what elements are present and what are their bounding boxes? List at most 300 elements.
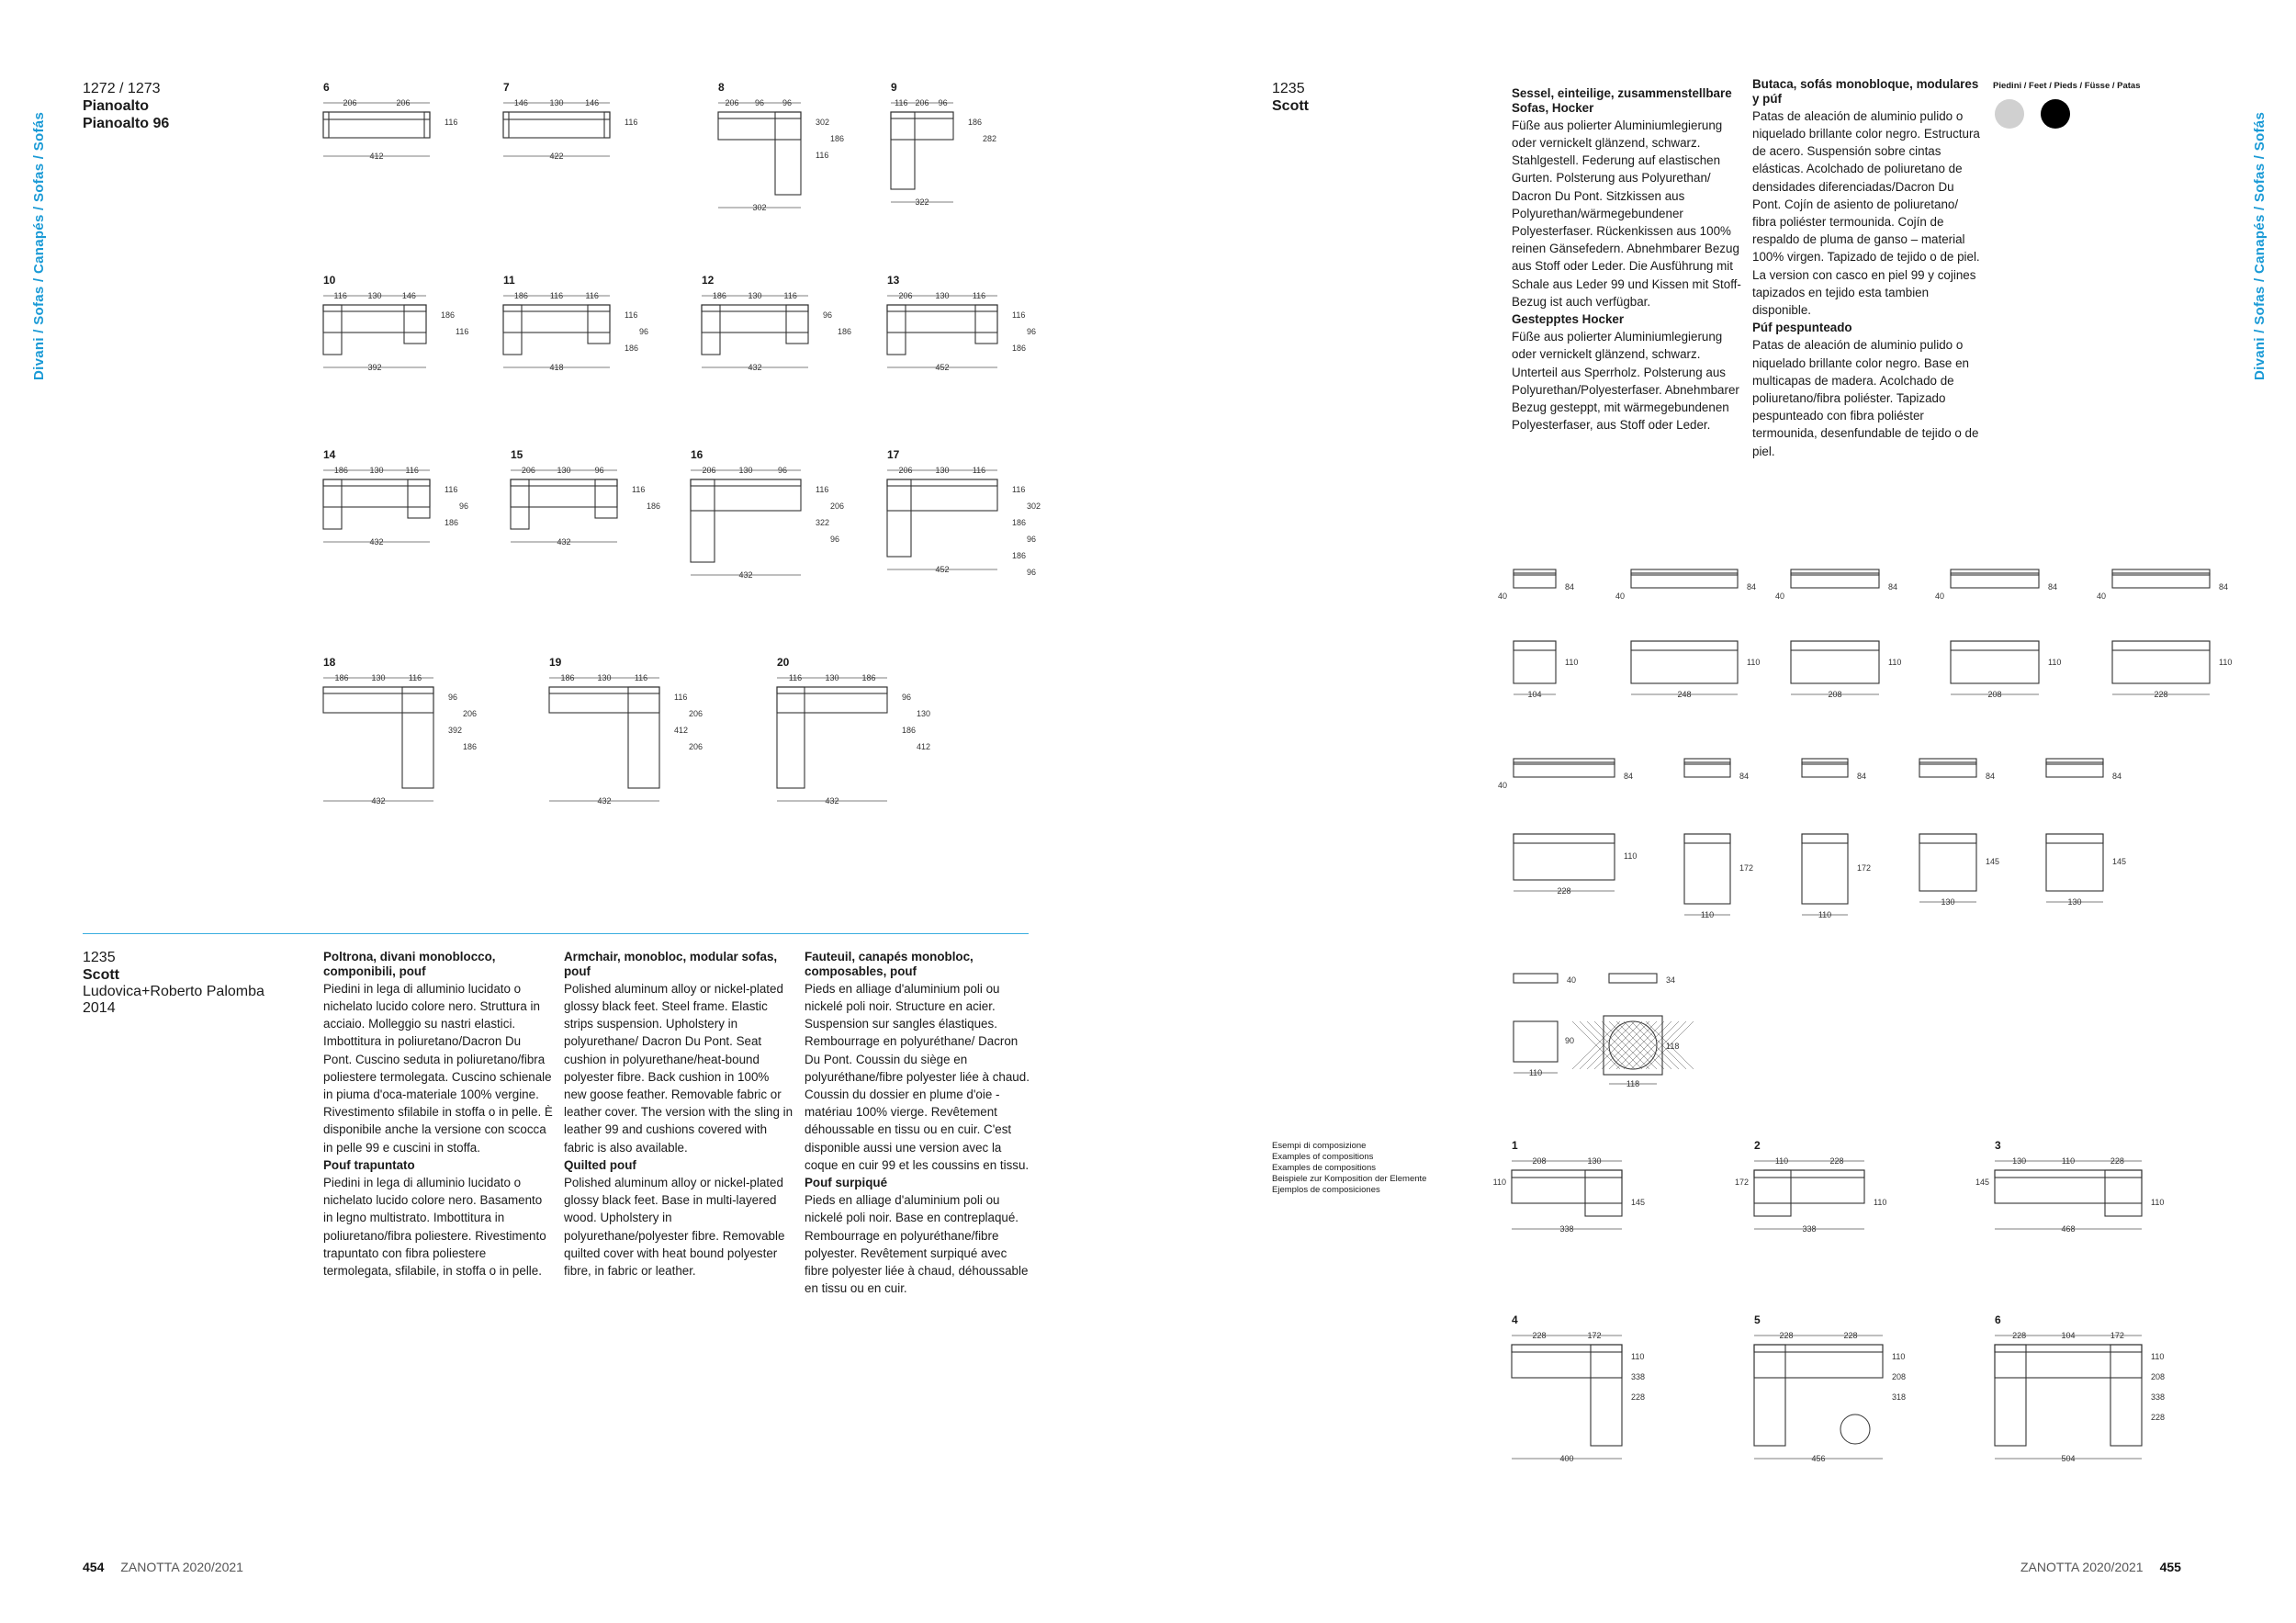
module-outline — [323, 479, 342, 529]
body2-french: Pieds en alliage d'aluminium poli ou nickelé poli noir. Base en contreplaqué. Rembourrage en polyuréthane/fibre polyester. Revêtement surpiqué avec fibre polyester liée à chaud, déhoussable en tissu ou en cuir. — [805, 1193, 1029, 1296]
module-outline — [503, 305, 610, 332]
dimension-label: 110 — [1818, 910, 1832, 919]
feet-swatch-polished — [1995, 99, 2024, 129]
sofa-plan-14 — [305, 463, 485, 568]
dimension-label: 96 — [823, 310, 833, 320]
module-outline — [1802, 834, 1848, 843]
module-outline — [691, 479, 801, 486]
module-outline — [718, 112, 801, 118]
dimension-label: 96 — [1027, 568, 1037, 577]
module-outline — [1512, 1345, 1622, 1352]
dimension-label: 186 — [647, 502, 661, 511]
module-outline — [1995, 1345, 2026, 1446]
side-elevation — [1493, 757, 1649, 794]
side-elevation — [1664, 757, 1765, 794]
sofa-plan-9 — [872, 96, 1008, 228]
composition-6 — [1976, 1328, 2197, 1475]
dimension-label: 412 — [917, 742, 931, 751]
dimension-label: 322 — [915, 197, 929, 207]
dimension-label: 96 — [1027, 327, 1037, 336]
product-name: Pianoalto — [83, 98, 150, 114]
heading-italian: Poltrona, divani monoblocco, componibili, pouf — [323, 950, 496, 979]
side-elevation — [2092, 568, 2245, 604]
examples-label-de: Beispiele zur Komposition der Elemente — [1272, 1174, 1427, 1184]
module-outline — [718, 112, 801, 140]
side-elevation — [1899, 757, 2011, 794]
dimension-label: 228 — [2154, 690, 2168, 699]
dimension-label: 96 — [782, 98, 793, 107]
dimension-label: 228 — [1532, 1331, 1547, 1340]
module-outline — [2046, 759, 2103, 764]
dimension-label: 130 — [371, 673, 386, 682]
subheading-german: Gestepptes Hocker — [1512, 312, 1625, 327]
dimension-label: 116 — [1012, 485, 1026, 494]
dimension-label: 40 — [1497, 781, 1508, 790]
diagram-number: 12 — [702, 274, 715, 287]
plan-view — [2109, 637, 2261, 705]
module-outline — [1631, 641, 1738, 683]
heading-german: Sessel, einteilige, zusammenstellbare Sofas, Hocker — [1512, 86, 1732, 116]
module-outline — [887, 305, 997, 311]
text-english — [564, 950, 793, 1279]
module-outline — [891, 112, 953, 118]
dimension-label: 400 — [1559, 1454, 1574, 1463]
module-outline — [323, 479, 430, 507]
module-outline — [1754, 1170, 1864, 1203]
diagram-number: 9 — [891, 81, 897, 94]
dimension-label: 116 — [625, 310, 638, 320]
side-category-label-right: Divani / Sofas / Canapés / Sofas / Sofás — [2252, 111, 2268, 380]
dimension-label: 186 — [1012, 518, 1027, 527]
module-outline — [2110, 1345, 2142, 1446]
module-outline — [1631, 641, 1738, 650]
dimension-label: 228 — [1843, 1331, 1858, 1340]
dimension-label: 116 — [445, 485, 458, 494]
dimension-label: 228 — [2012, 1331, 2027, 1340]
module-outline — [323, 305, 342, 355]
sofa-plan-11 — [485, 288, 665, 393]
dimension-label: 146 — [401, 291, 416, 300]
dimension-label: 206 — [463, 709, 478, 718]
dimension-label: 186 — [1012, 551, 1027, 560]
module-outline — [503, 112, 509, 138]
sofa-plan-17 — [869, 463, 1052, 595]
dimension-label: 110 — [2219, 658, 2233, 667]
body-spanish: Patas de aleación de aluminio pulido o niquelado brillante color negro. Estructura de acero. Suspensión sobre cintas elásticas. Acolchado de poliuretano de densidades diferenciadas/Dacron Du Pont. Cojín de asiento de poliuretano/ fibra poliéster termounida. Cojín de respaldo de pluma de ganso – material 100% virgen. Tapizado de tejido o de piel. La version con casco en piel 99 y cojines tapizados en tejido esta tambien disponible. — [1752, 108, 1980, 318]
sofa-plan-12 — [683, 288, 863, 393]
module-outline — [1514, 1021, 1558, 1062]
module-outline — [323, 479, 430, 486]
module-outline — [1754, 1345, 1883, 1352]
module-outline — [887, 479, 997, 511]
dimension-label: 208 — [2151, 1372, 2166, 1381]
dimension-label: 96 — [902, 693, 912, 702]
pouf-plan-rect — [1510, 1018, 1583, 1086]
text-spanish — [1752, 77, 1982, 460]
dimension-label: 145 — [1631, 1198, 1646, 1207]
module-outline — [323, 112, 329, 138]
dimension-label: 84 — [1888, 582, 1898, 592]
module-outline — [424, 112, 430, 138]
diagram-number: 7 — [503, 81, 510, 94]
module-outline — [1791, 641, 1879, 683]
module-outline — [1802, 834, 1848, 904]
dimension-label: 90 — [1565, 1036, 1575, 1045]
dimension-label: 116 — [632, 485, 646, 494]
module-outline — [1802, 759, 1848, 764]
dimension-label: 130 — [825, 673, 839, 682]
dimension-label: 118 — [1626, 1079, 1640, 1088]
dimension-label: 318 — [1892, 1392, 1907, 1402]
module-outline — [323, 305, 426, 332]
dimension-label: 432 — [371, 796, 386, 806]
module-outline — [595, 479, 617, 518]
sofa-plan-6 — [305, 96, 485, 182]
module-outline — [2112, 641, 2210, 650]
dimension-label: 432 — [369, 537, 384, 547]
module-outline — [786, 305, 808, 344]
body2-english: Polished aluminum alloy or nickel-plated glossy black feet. Base in multi-layered wood. Upholstery in polyurethane/polyester fibre. Removable quilted cover with heat bound polyester fibre, in fabric or leather. — [564, 1176, 785, 1279]
dimension-label: 130 — [2067, 897, 2082, 907]
product-name: Scott — [1272, 98, 1309, 114]
module-outline — [891, 112, 953, 140]
body-german: Füße aus polierter Aluminiumlegierung oder vernickelt glänzend, schwarz. Stahlgestell. Federung auf elastischen Gurten. Polsterung aus Polyurethan/ Dacron Du Pont. Sitzkissen aus Polyurethan/wärmegebundener Polyesterfaser. Rückenkissen aus 100% reinen Gänsefedern. Abnehmbarer Bezug aus Stoff oder Leder. Die Ausführung mit Schale aus Leder 99 und Kissen mit Stoff-Bezug ist auch verfügbar. — [1512, 118, 1741, 309]
module-outline — [2112, 641, 2210, 683]
dimension-label: 186 — [968, 118, 983, 127]
body2-spanish: Patas de aleación de aluminio pulido o niquelado brillante color negro. Base en multicapas de madera. Acolchado de poliuretano/fibra poliéster. Tapizado pespunteado con fibra poliéster termounida, desenfundable de tejido o de piel. — [1752, 338, 1979, 458]
module-outline — [887, 305, 997, 332]
dimension-label: 302 — [752, 203, 767, 212]
module-outline — [1995, 1345, 2142, 1378]
dimension-label: 104 — [2061, 1331, 2076, 1340]
module-outline — [1754, 1170, 1864, 1178]
brand-right: ZANOTTA 2020/2021 — [2020, 1560, 2144, 1574]
dimension-label: 145 — [1975, 1178, 1989, 1187]
dimension-label: 110 — [1492, 1178, 1506, 1187]
scott-header — [83, 950, 264, 1017]
dimension-label: 146 — [513, 98, 528, 107]
dimension-label: 130 — [935, 466, 950, 475]
dimension-label: 116 — [1012, 310, 1026, 320]
diagram-number: 8 — [718, 81, 725, 94]
diagram-number: 2 — [1754, 1139, 1761, 1152]
diagram-number: 17 — [887, 448, 900, 461]
dimension-label: 116 — [549, 291, 564, 300]
module-outline — [1512, 1170, 1622, 1203]
year: 2014 — [83, 1000, 116, 1016]
module-outline — [1919, 834, 1976, 891]
dimension-label: 186 — [1012, 344, 1027, 353]
side-elevation — [1930, 568, 2074, 604]
dimension-label: 96 — [1027, 535, 1037, 544]
module-outline — [1684, 759, 1730, 764]
dimension-label: 206 — [830, 502, 845, 511]
diagram-number: 15 — [511, 448, 523, 461]
module-outline — [549, 687, 659, 713]
dimension-label: 146 — [585, 98, 600, 107]
dimension-label: 116 — [788, 673, 803, 682]
dimension-label: 130 — [748, 291, 762, 300]
dimension-label: 186 — [441, 310, 456, 320]
composition-5 — [1736, 1328, 1938, 1475]
dimension-label: 412 — [369, 152, 384, 161]
dimension-label: 116 — [816, 485, 829, 494]
diagram-number: 6 — [1995, 1313, 2001, 1326]
dimension-label: 456 — [1811, 1454, 1826, 1463]
dimension-label: 186 — [861, 673, 876, 682]
examples-label-fr: Examples de compositions — [1272, 1163, 1376, 1173]
module-outline — [975, 305, 997, 344]
dimension-label: 206 — [702, 466, 716, 475]
composition-4 — [1493, 1328, 1677, 1475]
sofa-plan-10 — [305, 288, 481, 393]
module-outline — [1514, 974, 1558, 983]
dimension-label: 110 — [1565, 658, 1579, 667]
pianoalto-header — [83, 81, 169, 132]
footer-left — [83, 1560, 243, 1574]
dimension-label: 338 — [1802, 1224, 1817, 1234]
module-outline — [1754, 1345, 1785, 1446]
composition-2 — [1736, 1154, 1919, 1245]
dimension-label: 186 — [838, 327, 852, 336]
dimension-label: 130 — [367, 291, 382, 300]
dimension-label: 96 — [754, 98, 765, 107]
module-outline — [1609, 974, 1657, 983]
heading-spanish: Butaca, sofás monobloque, modulares y púf — [1752, 77, 1979, 107]
diagram-number: 19 — [549, 656, 562, 669]
module-outline — [1514, 641, 1556, 650]
dimension-label: 392 — [367, 363, 382, 372]
examples-label-it: Esempi di composizione — [1272, 1141, 1367, 1151]
dimension-label: 208 — [1987, 690, 2002, 699]
dimension-label: 338 — [2151, 1392, 2166, 1402]
module-outline — [323, 305, 426, 311]
round-pouf — [1840, 1414, 1870, 1444]
dimension-label: 96 — [459, 502, 469, 511]
module-outline — [1919, 834, 1976, 843]
dimension-label: 40 — [1934, 592, 1945, 601]
dimension-label: 206 — [689, 709, 703, 718]
dimension-label: 96 — [448, 693, 458, 702]
product-code: 1272 / 1273 — [83, 81, 161, 96]
plan-view — [1916, 830, 2028, 920]
module-outline — [887, 479, 997, 486]
subheading-french: Pouf surpiqué — [805, 1176, 888, 1190]
dimension-label: 206 — [725, 98, 739, 107]
plan-view — [1787, 637, 1930, 705]
dimension-label: 206 — [521, 466, 535, 475]
dimension-label: 110 — [1631, 1352, 1645, 1361]
dimension-label: 322 — [816, 518, 830, 527]
module-outline — [511, 479, 617, 507]
side-category-label-left: Divani / Sofas / Canapés / Sofas / Sofás — [31, 111, 47, 380]
dimension-label: 130 — [738, 466, 753, 475]
plan-view — [1798, 830, 1899, 933]
dimension-label: 130 — [1941, 897, 1955, 907]
diagram-number: 14 — [323, 448, 336, 461]
dimension-label: 116 — [333, 291, 347, 300]
dimension-label: 130 — [917, 709, 931, 718]
module-outline — [1995, 1170, 2142, 1203]
dimension-label: 172 — [1734, 1178, 1749, 1187]
module-outline — [408, 479, 430, 518]
product-name: Scott — [83, 967, 119, 983]
body-english: Polished aluminum alloy or nickel-plated glossy black feet. Steel frame. Elastic strips suspension. Upholstery in polyurethane/ Dacron Du Pont. Seat cushion in polyurethane/heat-bound polyester fibre. Back cushion in 100% new goose feather. Removable fabric or leather cover. The version with the sling in leather 99 and cushions covered with fabric is also available. — [564, 981, 793, 1155]
dimension-label: 116 — [445, 118, 458, 127]
dimension-label: 172 — [1739, 863, 1754, 873]
dimension-label: 110 — [2151, 1198, 2165, 1207]
plan-view — [2043, 830, 2155, 920]
module-outline — [503, 112, 610, 119]
plan-view — [1681, 830, 1782, 933]
module-outline — [323, 112, 430, 119]
module-outline — [1512, 1345, 1622, 1378]
dimension-label: 130 — [1587, 1156, 1602, 1166]
module-outline — [691, 479, 801, 511]
sofa-plan-20 — [759, 671, 942, 827]
module-outline — [503, 112, 610, 138]
dimension-label: 110 — [2048, 658, 2062, 667]
dimension-label: 118 — [1666, 1042, 1680, 1051]
module-outline — [1514, 834, 1615, 843]
dimension-label: 282 — [983, 134, 997, 143]
dimension-label: 228 — [1829, 1156, 1844, 1166]
dimension-label: 186 — [902, 726, 917, 735]
module-outline — [1919, 759, 1976, 764]
dimension-label: 186 — [830, 134, 845, 143]
module-outline — [511, 479, 529, 529]
module-outline — [588, 305, 610, 344]
product-code: 1235 — [83, 950, 116, 965]
heading-french: Fauteuil, canapés monobloc, composables, pouf — [805, 950, 974, 979]
diagram-number: 4 — [1512, 1313, 1518, 1326]
dimension-label: 116 — [456, 327, 469, 336]
dimension-label: 186 — [513, 291, 528, 300]
dimension-label: 228 — [2110, 1156, 2124, 1166]
sofa-plan-15 — [492, 463, 672, 568]
dimension-label: 452 — [935, 363, 950, 372]
dimension-label: 432 — [748, 363, 762, 372]
module-outline — [1514, 569, 1556, 575]
module-outline — [323, 687, 433, 713]
dimension-label: 116 — [674, 693, 688, 702]
dimension-label: 104 — [1527, 690, 1542, 699]
dimension-label: 130 — [597, 673, 612, 682]
module-outline — [402, 687, 433, 788]
subheading-italian: Pouf trapuntato — [323, 1157, 415, 1172]
dimension-label: 34 — [1666, 975, 1676, 985]
heading-english: Armchair, monobloc, modular sofas, pouf — [564, 950, 778, 979]
text-german — [1512, 86, 1741, 434]
dimension-label: 186 — [625, 344, 639, 353]
side-elevation — [1782, 757, 1883, 794]
dimension-label: 116 — [895, 98, 908, 107]
dimension-label: 116 — [972, 291, 986, 300]
dimension-label: 206 — [396, 98, 411, 107]
diagram-number: 13 — [887, 274, 900, 287]
dimension-label: 432 — [597, 796, 612, 806]
dimension-label: 116 — [783, 291, 797, 300]
dimension-label: 418 — [549, 363, 564, 372]
module-outline — [691, 479, 715, 562]
dimension-label: 84 — [2048, 582, 2058, 592]
dimension-label: 116 — [972, 466, 986, 475]
sofa-plan-13 — [869, 288, 1052, 393]
side-elevation — [1771, 568, 1914, 604]
dimension-label: 130 — [549, 98, 564, 107]
module-outline — [1512, 1170, 1622, 1178]
composition-3 — [1976, 1154, 2197, 1245]
module-outline — [777, 687, 805, 788]
dimension-label: 302 — [816, 118, 830, 127]
module-outline — [777, 687, 887, 693]
side-elevation — [1493, 568, 1591, 604]
diagram-number: 16 — [691, 448, 703, 461]
dimension-label: 40 — [1567, 975, 1577, 985]
module-outline — [1951, 641, 2039, 683]
dimension-label: 96 — [639, 327, 649, 336]
sofa-plan-8 — [700, 96, 856, 233]
dimension-label: 228 — [1631, 1392, 1646, 1402]
subheading-spanish: Púf pespunteado — [1752, 321, 1852, 335]
diagram-number: 18 — [323, 656, 336, 669]
sofa-plan-18 — [305, 671, 489, 827]
dimension-label: 110 — [1892, 1352, 1906, 1361]
module-outline — [2112, 569, 2210, 575]
pouf-plan-round — [1605, 1018, 1688, 1091]
diagram-number: 5 — [1754, 1313, 1761, 1326]
dimension-label: 206 — [898, 291, 913, 300]
page-number-left: 454 — [83, 1560, 105, 1574]
module-outline — [702, 305, 808, 332]
dimension-label: 392 — [448, 726, 463, 735]
dimension-label: 186 — [463, 742, 478, 751]
designer: Ludovica+Roberto Palomba — [83, 984, 264, 999]
scott-right-header — [1272, 81, 1309, 115]
product-name-variant: Pianoalto 96 — [83, 116, 170, 131]
module-outline — [1514, 759, 1615, 764]
module-outline — [1995, 1345, 2142, 1352]
footer-right — [2020, 1560, 2181, 1574]
composition-1 — [1493, 1154, 1677, 1245]
body2-italian: Piedini in lega di alluminio lucidato o nichelato lucido colore nero. Basamento in legno multistrato. Imbottitura in poliuretano/fibra poliestere. Rivestimento trapuntato con fibra poliestere termolegata, sfilabile, in stoffa o in pelle. — [323, 1176, 546, 1279]
dimension-label: 208 — [1892, 1372, 1907, 1381]
module-outline — [1791, 641, 1879, 650]
plan-view — [1510, 637, 1607, 705]
dimension-label: 130 — [369, 466, 384, 475]
module-outline — [2046, 834, 2103, 843]
module-outline — [628, 687, 659, 788]
dimension-label: 84 — [2112, 772, 2122, 781]
dimension-label: 110 — [1747, 658, 1761, 667]
dimension-label: 110 — [1700, 910, 1715, 919]
module-outline — [1995, 1170, 2142, 1178]
dimension-label: 145 — [2112, 857, 2127, 866]
dimension-label: 228 — [1557, 886, 1571, 896]
module-outline — [1514, 641, 1556, 683]
module-outline — [702, 305, 808, 311]
dimension-label: 248 — [1677, 690, 1692, 699]
dimension-label: 432 — [557, 537, 571, 547]
dimension-label: 40 — [1774, 592, 1785, 601]
dimension-label: 172 — [1857, 863, 1872, 873]
dimension-label: 110 — [1528, 1068, 1543, 1077]
examples-label-en: Examples of compositions — [1272, 1152, 1374, 1162]
module-outline — [777, 687, 887, 713]
dimension-label: 172 — [1587, 1331, 1602, 1340]
module-outline — [702, 305, 720, 355]
module-outline — [887, 305, 906, 355]
